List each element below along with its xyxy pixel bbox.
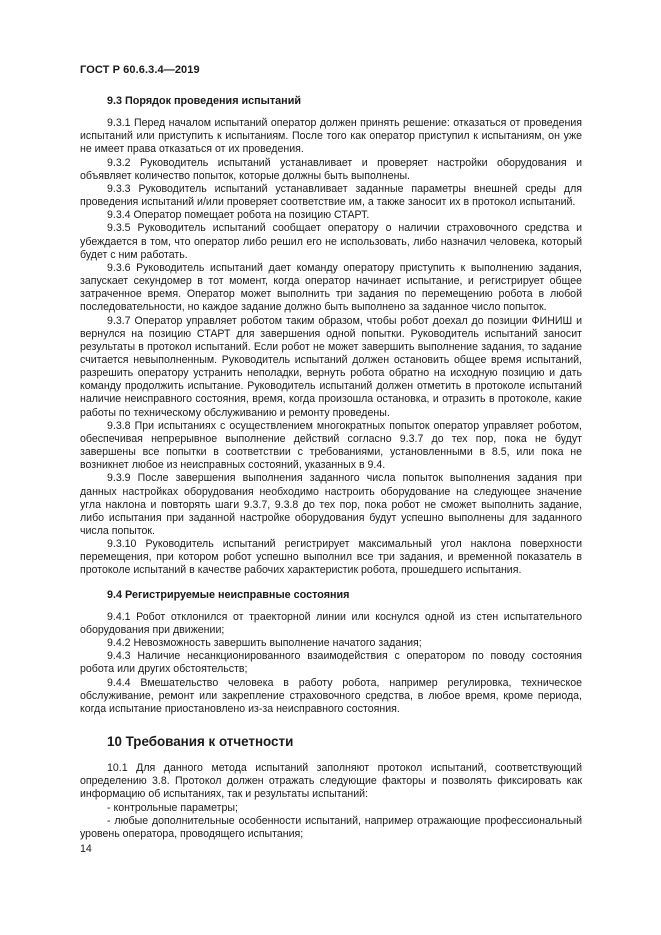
- paragraph-9-3-9: 9.3.9 После завершения выполнения заданного числа попыток выполнения задания при данных настройках оборудования необходимо настроить оборудование на следующее значение угла наклона и повторять шаги 9.3.7, 9.3.8 до тех пор, пока робот не сможет выполнить задание, либо испытания при заданной настройке оборудования будут успешно выполнены для заданного числа попыток.: [80, 472, 582, 537]
- paragraph-9-4-4: 9.4.4 Вмешательство человека в работу робота, например регулировка, техническое обслуживание, ремонт или закрепление страховочного средства, в любое время, кроме периода, когда испытание приостановлено из-за неисправного состояния.: [80, 676, 582, 715]
- paragraph-9-4-3: 9.4.3 Наличие несанкционированного взаимодействия с оператором по поводу состояния робота или других обстоятельств;: [80, 650, 582, 676]
- paragraph-10-1: 10.1 Для данного метода испытаний заполняют протокол испытаний, соответствующий определению 3.8. Протокол должен отражать следующие факторы и позволять фиксировать как информацию об испытаниях, так и результаты испытаний:: [80, 762, 582, 801]
- document-code: ГОСТ Р 60.6.3.4—2019: [80, 64, 200, 76]
- section-9-4-heading: 9.4 Регистрируемые неисправные состояния: [107, 588, 350, 601]
- paragraph-9-3-5: 9.3.5 Руководитель испытаний сообщает оператору о наличии страховочного средства и убеждается в том, что оператор либо решил его не использовать, либо назначил человека, который будет с ним работать.: [80, 222, 582, 261]
- paragraph-9-3-3: 9.3.3 Руководитель испытаний устанавливает заданные параметры внешней среды для проведения испытаний и/или проверяет соответствие им, а также заносит их в протокол испытаний.: [80, 182, 582, 209]
- section-gap: [80, 716, 582, 734]
- paragraph-9-4-2: 9.4.2 Невозможность завершить выполнение начатого задания;: [107, 637, 422, 650]
- section-9-3-heading: 9.3 Порядок проведения испытаний: [107, 95, 301, 107]
- section-10-heading: 10 Требования к отчетности: [107, 734, 294, 750]
- paragraph-9-3-7: 9.3.7 Оператор управляет роботом таким образом, чтобы робот доехал до позиции ФИНИШ и вернулся на позицию СТАРТ для завершения одной попытки. Руководитель испытаний заносит результаты в протокол испытаний. Если робот не может завершить выполнение задания, то задание считается невыполненным. Руководитель испытаний должен остановить общее время испытаний, разрешить оператору устранить неполадки, вернуть робота обратно на исходную позицию и дать команду продолжить испытание. Руководитель испытаний должен отметить в протоколе испытаний наличие неисправного состояния, время, когда произошла остановка, и отразить в протоколе, какие работы по техническому обслуживанию и ремонту проведены.: [80, 314, 582, 419]
- paragraph-9-3-10: 9.3.10 Руководитель испытаний регистрирует максимальный угол наклона поверхности перемещения, при котором робот успешно выполнил все три задания, и временной показатель в протоколе испытаний в качестве рабочих характеристик робота, прошедшего испытания.: [80, 538, 582, 577]
- page-body: [80, 95, 582, 841]
- paragraph-9-3-4: 9.3.4 Оператор помещает робота на позицию СТАРТ.: [107, 209, 370, 222]
- paragraph-9-3-2: 9.3.2 Руководитель испытаний устанавливает и проверяет настройки оборудования и объявляет количество попыток, которые должны быть выполнены.: [80, 156, 582, 182]
- list-item-control-parameters: - контрольные параметры;: [107, 801, 238, 814]
- paragraph-9-3-6: 9.3.6 Руководитель испытаний дает команду оператору приступить к выполнению задания, запускает секундомер в тот момент, когда оператор начинает испытание, и регистрирует общее затраченное время. Оператор может выполнить три задания по перемещению робота в любой последовательности, но каждое задание должно быть выполнено за заданное число попыток.: [80, 261, 582, 314]
- section-gap: [80, 578, 582, 589]
- paragraph-9-3-8: 9.3.8 При испытаниях с осуществлением многократных попыток оператор управляет роботом, обеспечивая непрерывное выполнение действий согласно 9.3.7 до тех пор, пока не будут завершены все попытки в соответствии с требованиями, установленными в 8.5, или пока не возникнет любое из неисправных состояний, указанных в 9.4.: [80, 419, 582, 472]
- list-item-additional-features: - любые дополнительные особенности испытаний, например отражающие профессиональный уровень оператора, проводящего испытания;: [80, 814, 582, 840]
- paragraph-9-3-1: 9.3.1 Перед началом испытаний оператор должен принять решение: отказаться от проведения испытаний или приступить к испытаниям. После того как оператор приступил к испытаниям, он уже не имеет права отказаться от их проведения.: [80, 117, 582, 156]
- page-number: 14: [80, 843, 92, 855]
- paragraph-9-4-1: 9.4.1 Робот отклонился от траекторной линии или коснулся одной из стен испытательного оборудования при движении;: [80, 610, 582, 636]
